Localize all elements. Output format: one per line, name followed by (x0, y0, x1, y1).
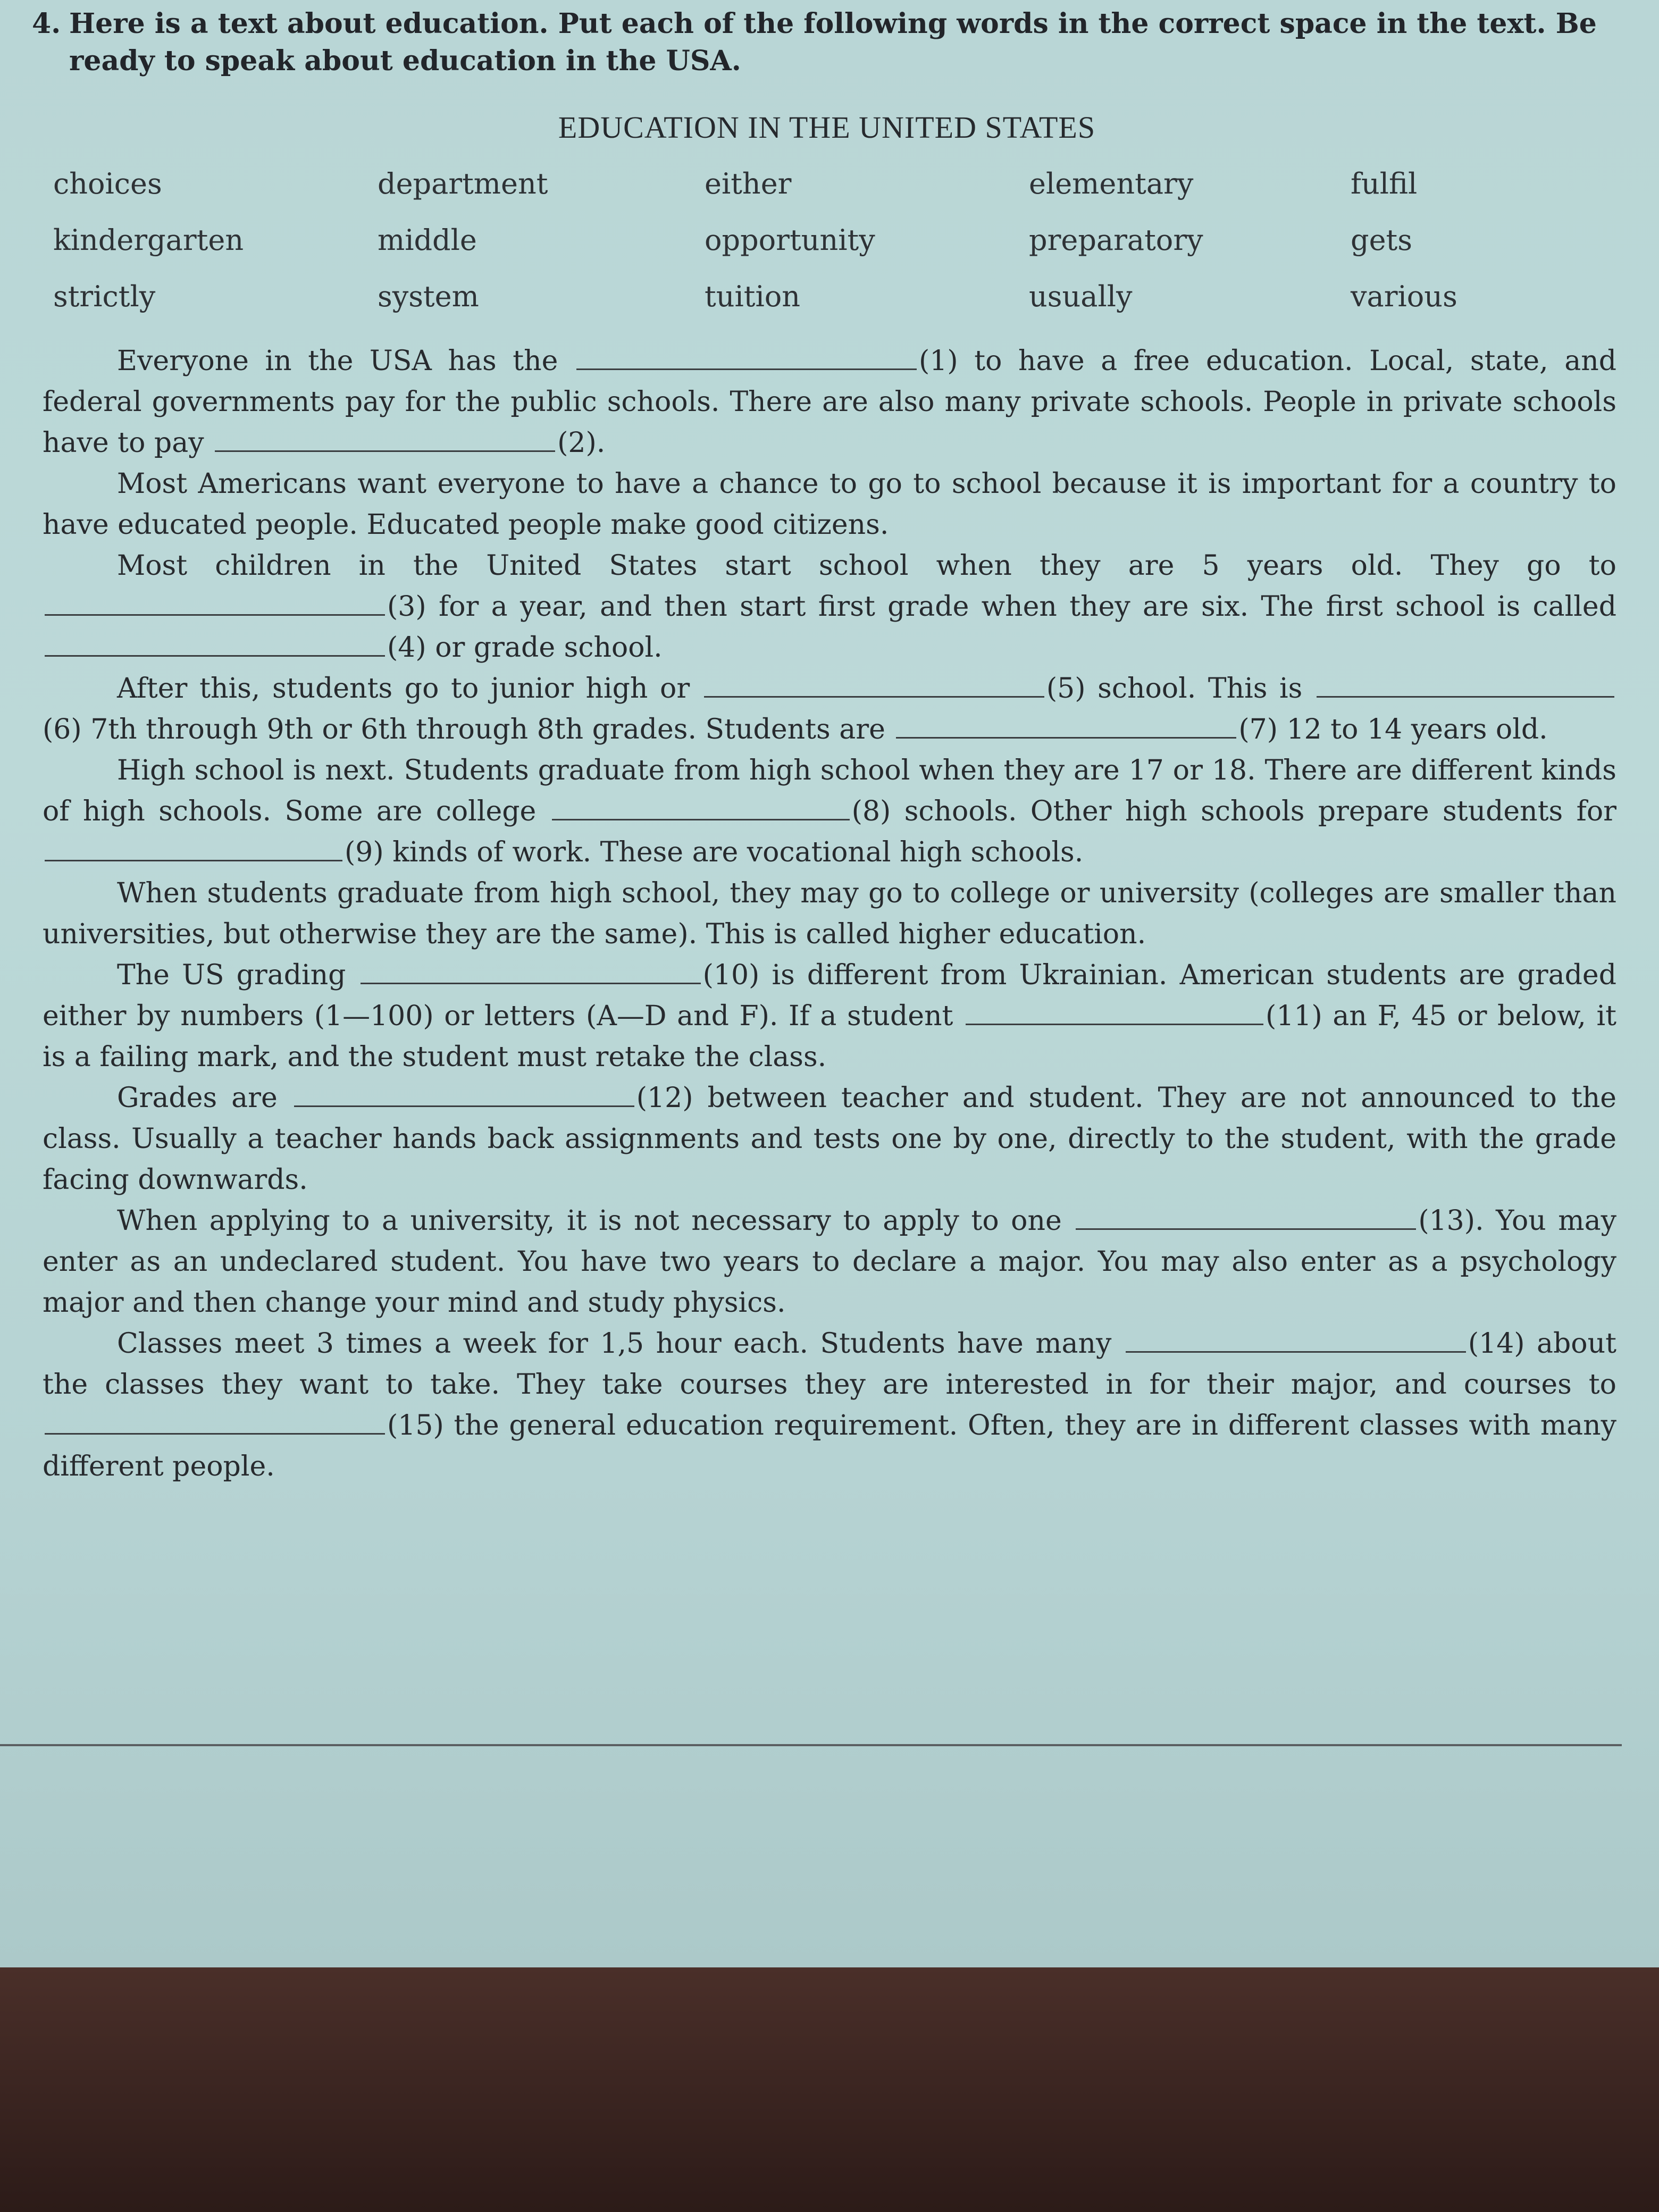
blank-number: (13) (1418, 1205, 1476, 1237)
paragraph-text: an F, 45 or below, it is a failing mark, and the student must retake the class. (43, 1000, 1617, 1073)
blank-number: (2) (557, 427, 597, 459)
paragraph-10 (43, 1323, 1616, 1487)
paragraph-text: Grades are (117, 1082, 292, 1114)
paragraph-text: the general education requirement. Often, they are in different classes with many different people. (43, 1410, 1616, 1482)
word-bank-item: kindergarten (53, 223, 244, 257)
word-bank-item: department (378, 167, 548, 200)
paragraph-5 (43, 750, 1616, 873)
paragraph-text: 12 to 14 years old. (1278, 714, 1548, 745)
blank-15[interactable] (45, 1409, 385, 1435)
word-bank-item: either (705, 167, 792, 200)
paragraph-2 (43, 464, 1616, 546)
paragraph-4 (43, 668, 1616, 750)
word-bank-item: various (1351, 280, 1457, 313)
paragraph-text: High school is next. Students graduate from high school when they are 17 or 18. There are different kinds of high schools. Some are college (43, 755, 1616, 827)
task-number: 4. (32, 7, 61, 40)
paragraph-text: between teacher and student. They are not announced to the class. Usually a teacher hands back assignments and tests one by one, directly to the student, with the grade facing downwards. (43, 1082, 1616, 1196)
page-content (32, 5, 1622, 1487)
text-body (32, 341, 1622, 1487)
blank-10[interactable] (361, 958, 701, 984)
blank-6[interactable] (1317, 672, 1614, 698)
blank-5[interactable] (704, 672, 1044, 698)
paragraph-text: kinds of work. These are vocational high schools. (383, 836, 1084, 868)
word-bank-item: elementary (1029, 167, 1194, 200)
blank-2[interactable] (215, 426, 555, 452)
paragraph-text: Most Americans want everyone to have a chance to go to school because it is important for a country to have educated people. Educated people make good citizens. (43, 468, 1616, 541)
blank-4[interactable] (45, 631, 385, 657)
blank-number: (5) (1046, 673, 1086, 705)
paragraph-1 (43, 341, 1616, 464)
paragraph-text: 7th through 9th or 6th through 8th grades. Students are (81, 714, 894, 745)
blank-number: (3) (387, 591, 426, 623)
word-bank-item: strictly (53, 280, 156, 313)
table-surface (0, 1967, 1659, 2212)
word-bank-item: middle (378, 223, 477, 257)
text-title: EDUCATION IN THE UNITED STATES (558, 110, 1096, 145)
word-bank-item: fulfil (1351, 167, 1418, 200)
paragraph-text: or grade school. (426, 632, 663, 664)
blank-number: (1) (919, 345, 958, 377)
blank-12[interactable] (294, 1081, 634, 1107)
paragraph-6 (43, 873, 1616, 955)
blank-number: (6) (43, 714, 82, 745)
blank-3[interactable] (45, 590, 385, 616)
paragraph-text: is different from Ukrainian. American students are graded either by numbers (1—100) or letters (A—D and F). If a student (43, 959, 1616, 1032)
paragraph-8 (43, 1078, 1616, 1201)
paragraph-text: Everyone in the USA has the (117, 345, 574, 377)
blank-number: (12) (636, 1082, 693, 1114)
blank-13[interactable] (1076, 1204, 1416, 1230)
blank-number: (8) (851, 795, 891, 827)
word-bank-item: opportunity (705, 223, 875, 257)
word-bank-item: preparatory (1029, 223, 1203, 257)
blank-number: (7) (1238, 714, 1278, 745)
blank-14[interactable] (1126, 1327, 1466, 1353)
blank-1[interactable] (576, 344, 917, 370)
paragraph-text: for a year, and then start first grade when they are six. The first school is called (426, 591, 1616, 623)
paragraph-text: Classes meet 3 times a week for 1,5 hour each. Students have many (117, 1328, 1124, 1360)
blank-number: (9) (345, 836, 384, 868)
paragraph-text: . You may enter as an undeclared student. You have two years to declare a major. You may also enter as a psychology major and then change your mind and study physics. (43, 1205, 1616, 1319)
paragraph-text: . (596, 427, 606, 459)
word-bank-item: system (378, 280, 479, 313)
word-bank (53, 166, 1622, 314)
blank-9[interactable] (45, 835, 342, 861)
paragraph-text: The US grading (117, 959, 358, 991)
paragraph-text: When applying to a university, it is not necessary to apply to one (117, 1205, 1074, 1237)
task-instruction: Here is a text about education. Put each of the following words in the correct space in the text. Be ready to speak about education in the USA. (69, 7, 1597, 77)
word-bank-item: usually (1029, 280, 1133, 313)
paragraph-text: school. This is (1085, 673, 1315, 705)
blank-11[interactable] (966, 999, 1263, 1025)
blank-8[interactable] (552, 794, 850, 820)
paragraph-text: After this, students go to junior high or (117, 673, 702, 705)
paragraph-7 (43, 955, 1616, 1078)
word-bank-item: tuition (705, 280, 801, 313)
paragraph-text: about the classes they want to take. They take courses they are interested in for their major, and courses to (43, 1328, 1617, 1401)
paragraph-text: When students graduate from high school, they may go to college or university (colleges are smaller than universities, but otherwise they are the same). This is called higher education. (43, 877, 1616, 950)
paragraph-9 (43, 1201, 1616, 1323)
paragraph-3 (43, 546, 1616, 668)
task-header (32, 5, 1622, 80)
blank-7[interactable] (896, 713, 1236, 739)
word-bank-item: gets (1351, 223, 1412, 257)
blank-number: (11) (1266, 1000, 1322, 1032)
bottom-rule (0, 1744, 1622, 1746)
paragraph-text: schools. Other high schools prepare students for (891, 795, 1616, 827)
blank-number: (4) (387, 632, 426, 664)
blank-number: (10) (702, 959, 760, 991)
blank-number: (15) (387, 1410, 444, 1442)
paragraph-text: to have a free education. Local, state, and federal governments pay for the public schools. There are also many private schools. People in private schools have to pay (43, 345, 1616, 459)
word-bank-item: choices (53, 167, 162, 200)
blank-number: (14) (1468, 1328, 1525, 1360)
paragraph-text: Most children in the United States start school when they are 5 years old. They go to (117, 550, 1616, 582)
